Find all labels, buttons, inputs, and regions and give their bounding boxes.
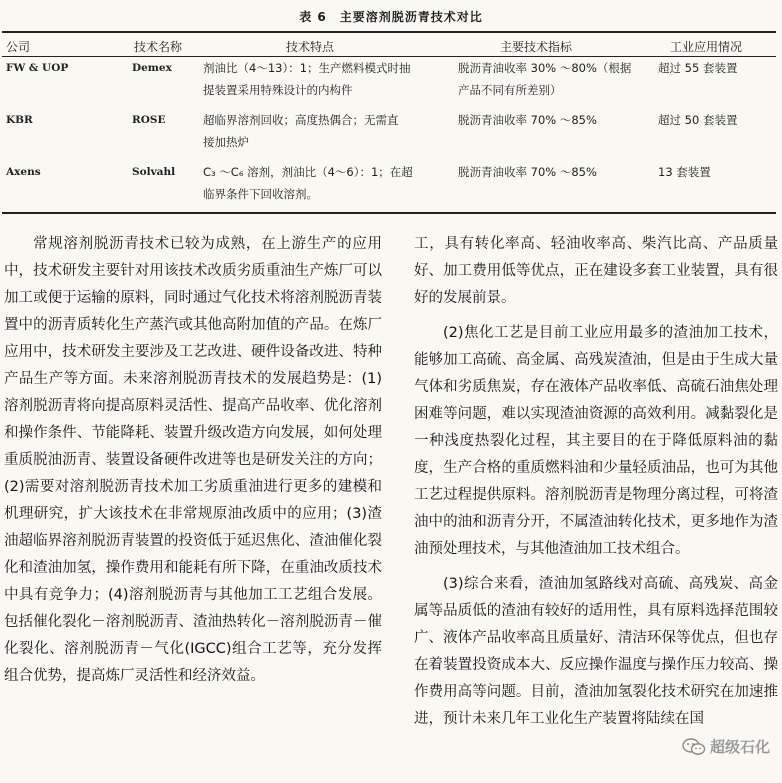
table-row-indicator-line: 产品不同有所差别） (458, 83, 562, 97)
header-company: 公司 (6, 40, 31, 54)
header-indicators: 主要技术指标 (500, 40, 573, 54)
table-row-indicator-line: 脱沥青油收率 30% ～80%（根据 (458, 61, 632, 75)
watermark-text: 超级石化 (709, 738, 770, 756)
wechat-icon (682, 738, 706, 756)
table-row-indicator-line: 脱沥青油收率 70% ～85% (458, 165, 597, 179)
watermark (680, 736, 772, 757)
body-paragraph: (2)焦化工艺是目前工业应用最多的渣油加工技术，能够加工高硫、高金属、高残炭渣油，但是由于生成大量气体和劣质焦炭，存在液体产品收率低、高硫石油焦处理困难等问题，难以实现渣油资源的高效利用。减黏裂化是一种浅度热裂化过程，其主要目的在于降低原料油的黏度，生产合格的重质燃料油和少量轻质油品，也可为其他工艺过程提供原料。溶剂脱沥青是物理分离过程，可将渣油中的油和沥青分开，不属渣油转化技术，更多地作为渣油预处理技术，与其他渣油加工技术组合。 (414, 325, 778, 557)
header-tech-name: 技术名称 (134, 40, 183, 54)
table-row-feature-line: 剂油比（4～13）：1；生产燃料模式时抽 (203, 61, 411, 75)
table-row-tech-name: Solvahl (132, 166, 176, 178)
body-right-column (414, 231, 778, 733)
table-row-application: 超过 55 套装置 (658, 61, 738, 75)
table-top-rule (2, 31, 776, 33)
body-left-column (4, 231, 382, 690)
body-paragraph: (3)综合来看，渣油加氢路线对高硫、高残炭、高金属等品质低的渣油有较好的适用性，具有原料选择范围较广、液体产品收率高且质量好、清洁环保等优点，但也存在着装置投资成本大、反应操作温度与操作压力较高、操作费用高等问题。目前，渣油加氢裂化技术研究在加速推进，预计未来几年工业化生产装置将陆续在国 (414, 576, 778, 727)
table-row-feature-line: 提装置采用特殊设计的内构件 (203, 83, 353, 97)
table-row-feature-line: 超临界溶剂回收；高度热偶合；无需直 (203, 113, 399, 127)
body-paragraph-continued: 工，具有转化率高、轻油收率高、柴汽比高、产品质量好、加工费用低等优点，正在建设多套工业装置，具有很好的发展前景。 (414, 236, 778, 306)
table-row-indicator-line: 脱沥青油收率 70% ～85% (458, 113, 597, 127)
table-row-feature-line: C₃ ～C₆ 溶剂，剂油比（4～6）：1；在超 (203, 165, 413, 179)
table-row-feature-line: 接加热炉 (203, 135, 249, 149)
body-paragraph: 常规溶剂脱沥青技术已较为成熟，在上游生产的应用中，技术研发主要针对用该技术改质劣质重油生产炼厂可以加工或便于运输的原料，同时通过气化技术将溶剂脱沥青装置中的沥青质转化生产蒸汽或其他高附加值的产品。在炼厂应用中，技术研发主要涉及工艺改进、硬件设备改进、特种产品生产等方面。未来溶剂脱沥青技术的发展趋势是：(1)溶剂脱沥青将向提高原料灵活性、提高产品收率、优化溶剂和操作条件、节能降耗、装置升级改造方向发展，如何处理重质脱油沥青、装置设备硬件改进等也是研发关注的方向；(2)需要对溶剂脱沥青技术加工劣质重油进行更多的建模和机理研究，扩大该技术在非常规原油改质中的应用；(3)渣油超临界溶剂脱沥青装置的投资低于延迟焦化、渣油催化裂化和渣油加氢，操作费用和能耗有所下降，在重油改质技术中具有竞争力；(4)溶剂脱沥青与其他加工工艺组合发展。包括催化裂化－溶剂脱沥青、渣油热转化－溶剂脱沥青－催化裂化、溶剂脱沥青－气化(IGCC)组合工艺等，充分发挥组合优势，提高炼厂灵活性和经济效益。 (4, 236, 382, 684)
header-application: 工业应用情况 (670, 40, 743, 54)
table-row-company: KBR (6, 114, 33, 126)
header-features: 技术特点 (286, 40, 335, 54)
table-row-tech-name: Demex (132, 62, 172, 74)
table-row-application: 超过 50 套装置 (658, 113, 738, 127)
table-title: 表 6 主要溶剂脱沥青技术对比 (299, 10, 483, 24)
table-row-application: 13 套装置 (658, 165, 711, 179)
table-row-tech-name: ROSE (132, 114, 166, 126)
table-row-company: Axens (6, 166, 41, 178)
table-row-company: FW & UOP (6, 62, 69, 74)
table-row-feature-line: 临界条件下回收溶剂。 (203, 187, 318, 201)
table-bottom-rule (2, 212, 776, 214)
